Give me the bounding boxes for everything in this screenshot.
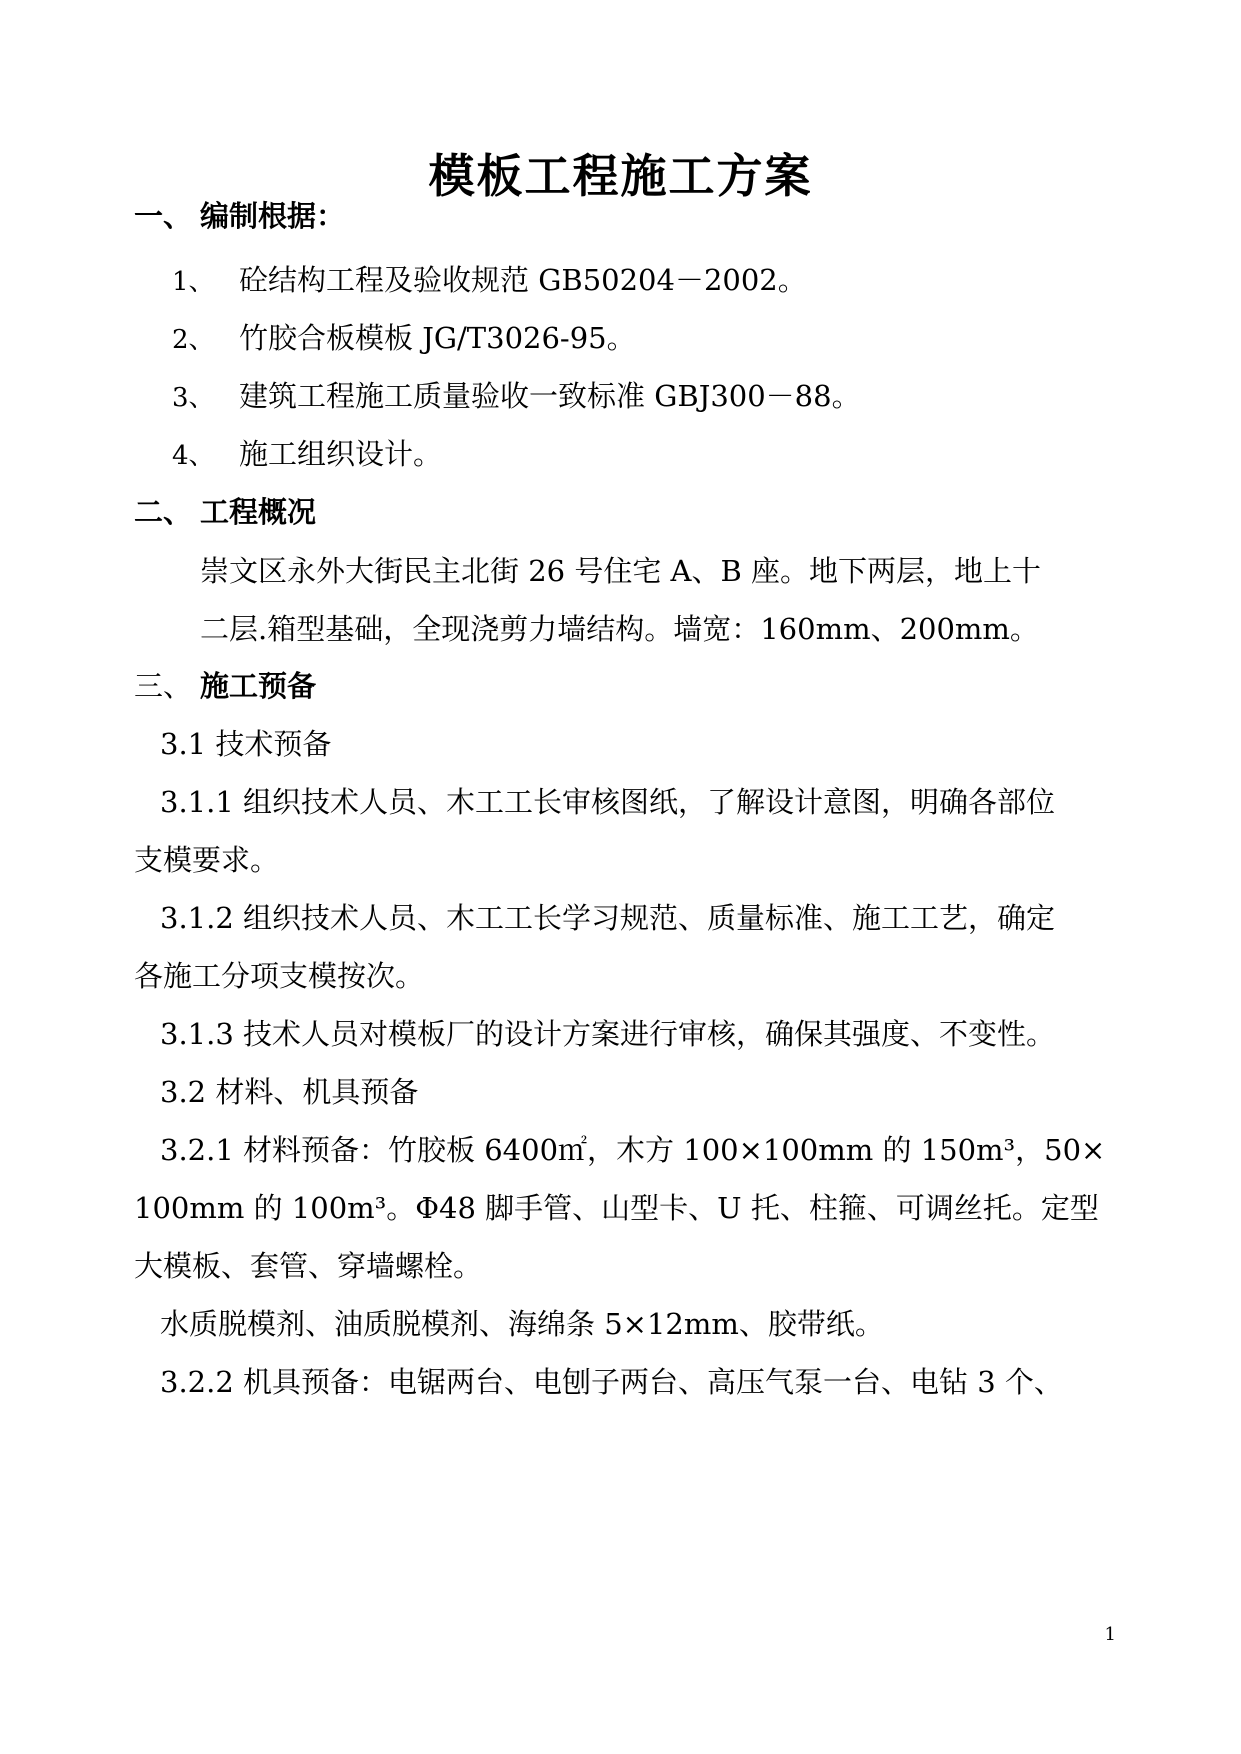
section-3-heading: 施工预备 xyxy=(200,669,317,703)
body-paragraph-line: 二层.箱型基础，全现浇剪力墙结构。墙宽：160mm、200mm。 xyxy=(200,612,1039,646)
body-paragraph-line: 大模板、套管、穿墙螺栓。 xyxy=(134,1249,483,1283)
list-item-text: 施工组织设计。 xyxy=(239,437,443,471)
list-item-text: 竹胶合板模板 JG/T3026-95。 xyxy=(239,321,636,355)
body-paragraph-line: 3.1.2 组织技术人员、木工工长学习规范、质量标准、施工工艺，确定 xyxy=(160,901,1056,935)
body-paragraph-line: 3.2.1 材料预备：竹胶板 6400㎡，木方 100×100mm 的 150m³，50× xyxy=(160,1133,1106,1167)
body-paragraph-line: 3.1.1 组织技术人员、木工工长审核图纸，了解设计意图，明确各部位 xyxy=(160,785,1056,819)
subsection-heading: 3.2 材料、机具预备 xyxy=(160,1075,419,1109)
list-item-number: 1、 xyxy=(172,267,215,297)
section-1-heading: 编制根据： xyxy=(200,199,346,233)
section-2-heading: 工程概况 xyxy=(200,495,317,529)
body-paragraph-line: 支模要求。 xyxy=(134,843,280,877)
page-number: 1 xyxy=(1104,1624,1116,1645)
list-item-text: 砼结构工程及验收规范 GB50204－2002。 xyxy=(239,263,807,297)
section-2-number: 二、 xyxy=(134,495,193,529)
document-title: 模板工程施工方案 xyxy=(428,149,813,203)
list-item-text: 建筑工程施工质量验收一致标准 GBJ300－88。 xyxy=(239,379,861,413)
body-paragraph-line: 100mm 的 100m³。Φ48 脚手管、山型卡、U 托、柱箍、可调丝托。定型 xyxy=(134,1191,1099,1225)
section-1-number: 一、 xyxy=(134,199,193,233)
body-paragraph-line: 各施工分项支模按次。 xyxy=(134,959,425,993)
list-item-number: 3、 xyxy=(172,383,215,413)
body-paragraph-line: 3.2.2 机具预备：电锯两台、电刨子两台、高压气泵一台、电钻 3 个、 xyxy=(160,1365,1063,1399)
list-item-number: 2、 xyxy=(172,325,215,355)
body-paragraph-line: 3.1.3 技术人员对模板厂的设计方案进行审核，确保其强度、不变性。 xyxy=(160,1017,1056,1051)
section-3-number: 三、 xyxy=(134,669,193,703)
body-paragraph-line: 崇文区永外大街民主北街 26 号住宅 A、B 座。地下两层，地上十 xyxy=(200,554,1042,588)
body-paragraph-line: 水质脱模剂、油质脱模剂、海绵条 5×12mm、胶带纸。 xyxy=(160,1307,884,1341)
subsection-heading: 3.1 技术预备 xyxy=(160,727,332,761)
list-item-number: 4、 xyxy=(172,441,215,471)
